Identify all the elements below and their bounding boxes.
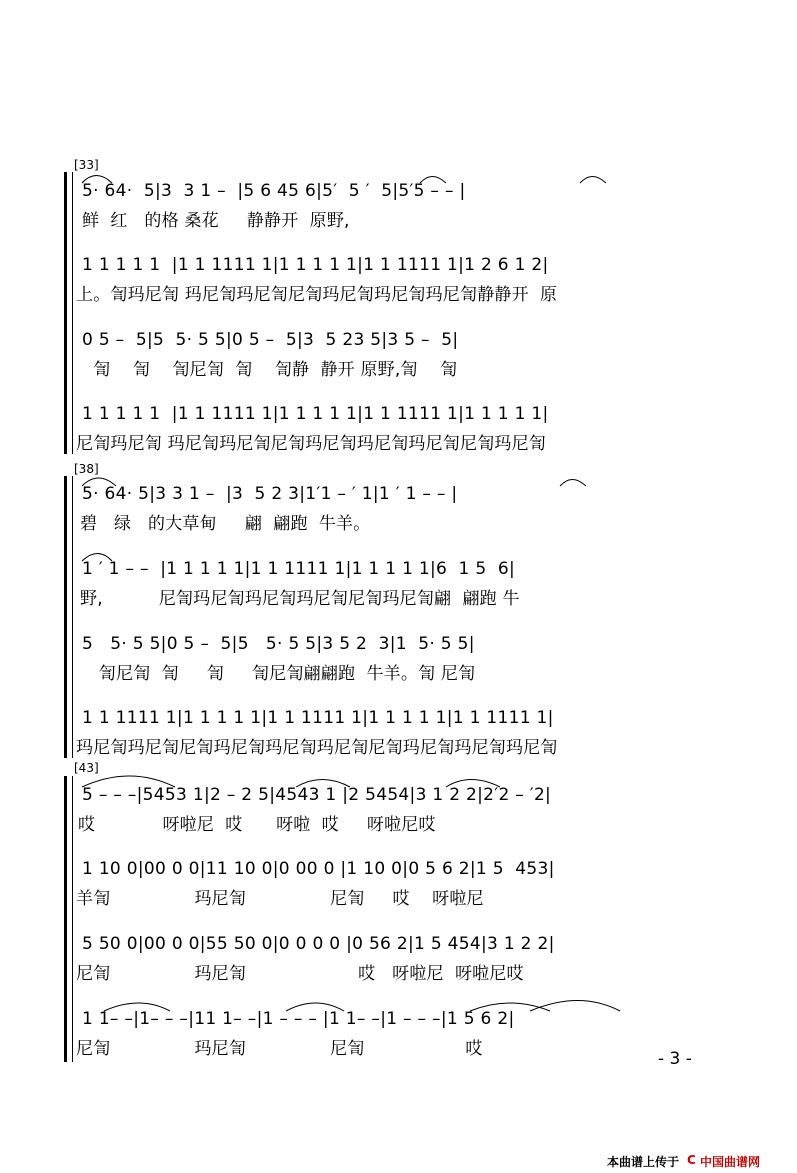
staff-2-4-notes: 1 1 1111 1|1 1 1 1 1|1 1 1111 1|1 1 1 1 1|1 1 1111 1| (82, 708, 554, 728)
staff-3-2-lyrics: 羊訇 玛尼訇 尼訇 哎 呀啦尼 (76, 889, 484, 909)
staff-1-1-notes: 5· 64· 5|3 3 1 – |5 6 45 6|5′ 5 ′ 5|5′5 – – | (82, 181, 466, 201)
staff-3-4-notes: 1 1– –|1– – –|11 1– –|1 – – – |1 1– –|1 – – –|1 5 6 2| (82, 1009, 515, 1029)
system-bar-start-2 (72, 476, 73, 758)
staff-3-4-lyrics: 尼訇 玛尼訇 尼訇 哎 (76, 1039, 483, 1059)
system-bracket-3 (64, 776, 67, 1062)
staff-3-1-lyrics: 哎 呀啦尼 哎 呀啦 哎 呀啦尼哎 (78, 815, 436, 835)
slur (530, 1001, 620, 1012)
staff-1-2-lyrics: 上。訇玛尼訇 玛尼訇玛尼訇尼訇玛尼訇玛尼訇玛尼訇静静开 原 (76, 285, 558, 305)
page-number: - 3 - (658, 1049, 692, 1069)
staff-2-1-lyrics: 碧 绿 的大草甸 翩 翩跑 牛羊。 (80, 514, 371, 534)
measure-number-38: [38] (74, 462, 99, 476)
system-bar-start-1 (72, 172, 73, 454)
measure-number-43: [43] (74, 761, 99, 775)
staff-2-2-notes: 1 ′ 1 – – |1 1 1 1 1|1 1 1111 1|1 1 1 1 1|6 1 5 6| (82, 559, 516, 579)
staff-2-4-lyrics: 玛尼訇玛尼訇尼訇玛尼訇玛尼訇玛尼訇尼訇玛尼訇玛尼訇玛尼訇 (76, 738, 558, 758)
staff-3-1-notes: 5 – – –|5453 1|2 – 2 5|4543 1 |2 5454|3 1 2 2|2′2 – ′2| (82, 785, 552, 805)
staff-1-4-notes: 1 1 1 1 1 |1 1 1111 1|1 1 1 1 1|1 1 1111 1|1 1 1 1 1| (82, 404, 549, 424)
staff-3-3-lyrics: 尼訇 玛尼訇 哎 呀啦尼 呀啦尼哎 (76, 964, 524, 984)
site-logo-mark: C (687, 1153, 696, 1167)
staff-3-3-notes: 5 50 0|00 0 0|55 50 0|0 0 0 0 |0 56 2|1 5 454|3 1 2 2| (82, 934, 555, 954)
system-bar-start-3 (72, 776, 73, 1062)
staff-1-2-notes: 1 1 1 1 1 |1 1 1111 1|1 1 1 1 1|1 1 1111 1|1 2 6 1 2| (82, 255, 549, 275)
staff-1-3-notes: 0 5 – 5|5 5· 5 5|0 5 – 5|3 5 23 5|3 5 – 5| (82, 330, 459, 350)
staff-2-2-lyrics: 野, 尼訇玛尼訇玛尼訇玛尼訇尼訇玛尼訇翩 翩跑 牛 (80, 589, 520, 609)
staff-2-1-notes: 5· 64· 5|3 3 1 – |3 5 2 3|1′1 – ′ 1|1 ′ 1 – – | (82, 484, 458, 504)
staff-1-4-lyrics: 尼訇玛尼訇 玛尼訇玛尼訇尼訇玛尼訇玛尼訇玛尼訇尼訇玛尼訇 (76, 434, 547, 454)
system-bracket-1 (64, 172, 67, 454)
system-bracket-2 (64, 476, 67, 758)
footer-upload-text: 本曲谱上传于 (607, 1155, 680, 1169)
staff-2-3-lyrics: 訇尼訇 訇 訇 訇尼訇翩翩跑 牛羊。訇 尼訇 (82, 664, 476, 684)
slur (560, 480, 586, 487)
staff-3-2-notes: 1 10 0|00 0 0|11 10 0|0 00 0 |1 10 0|0 5 6 2|1 5 453| (82, 859, 555, 879)
staff-1-1-lyrics: 鲜 红 的格 桑花 静静开 原野, (82, 211, 350, 231)
staff-1-3-lyrics: 訇 訇 訇尼訇 訇 訇静 静开 原野,訇 訇 (82, 360, 458, 380)
site-logo-text: 中国曲谱网 (700, 1155, 761, 1169)
measure-number-33: [33] (74, 158, 99, 172)
staff-2-3-notes: 5 5· 5 5|0 5 – 5|5 5· 5 5|3 5 2 3|1 5· 5 5| (82, 634, 475, 654)
slur (580, 177, 606, 184)
